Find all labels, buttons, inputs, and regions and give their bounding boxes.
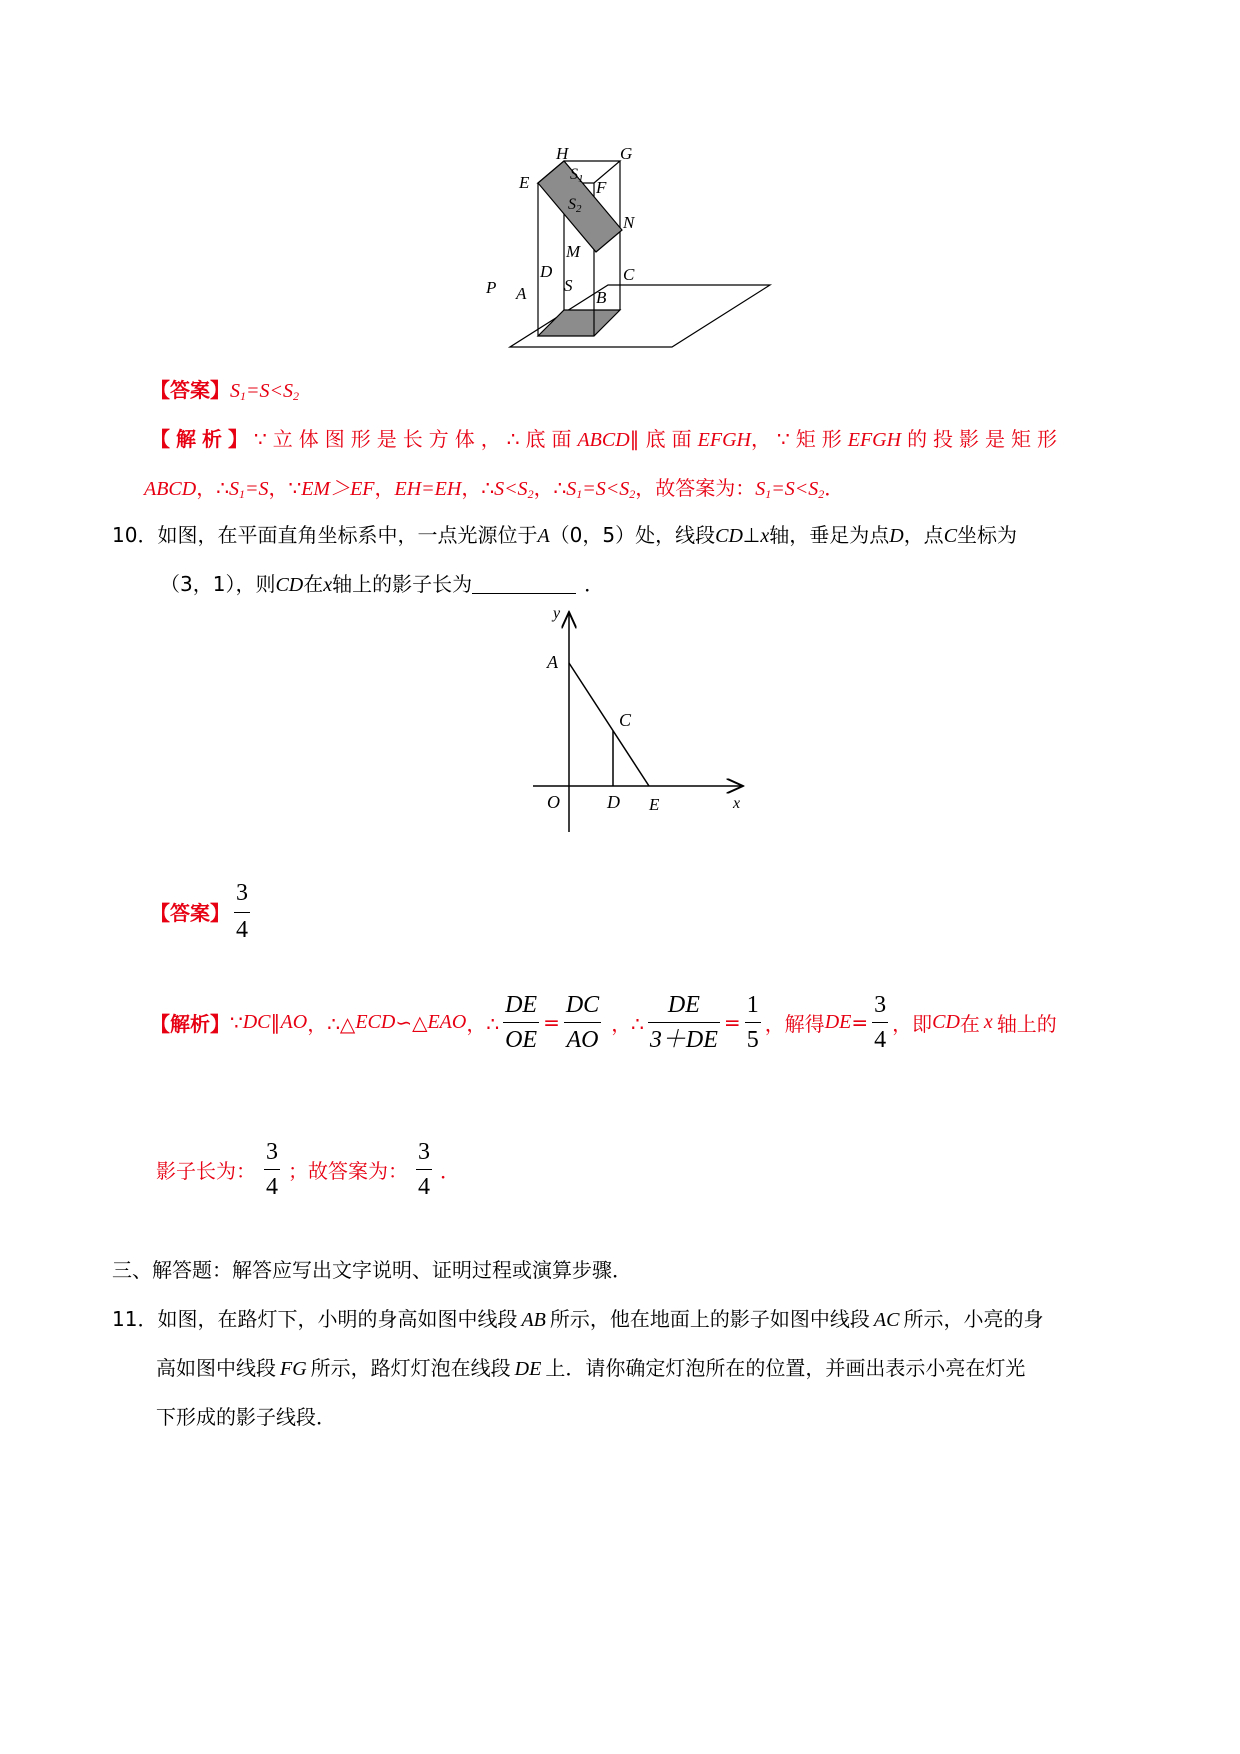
q10-line2: （3，1），则CD在x轴上的影子长为 ． xyxy=(160,572,605,596)
label-c: C xyxy=(623,265,635,284)
fraction-3-4: $\frac{3}{4}$ xyxy=(418,1139,430,1200)
q9-answer: 【答案】$S_1=S<S_2$ xyxy=(150,378,299,403)
question-number: 11． xyxy=(112,1307,158,1331)
q10-line1: 10．如图，在平面直角坐标系中，一点光源位于A（0，5）处，线段CD⊥x轴，垂足为点D，点C坐标为 xyxy=(112,523,1018,547)
section-heading: 三、解答题：解答应写出文字说明、证明过程或演算步骤． xyxy=(112,1258,632,1282)
label-a: A xyxy=(547,652,558,672)
answer-tag: 【答案】 xyxy=(150,901,230,925)
answer-tag: 【答案】 xyxy=(150,378,230,402)
fraction-3-4: $\frac{3}{4}$ xyxy=(874,992,887,1053)
label-n: N xyxy=(623,213,635,232)
label-a: A xyxy=(516,284,527,303)
label-s: S xyxy=(564,276,573,295)
q9-analysis-line2: ABCD，$\therefore S_1=S$，∵EM＞EF，EH=EH，$\therefore S<S_2$，$\therefore S_1=S<S_2$，故答案为：$S_1=S<S_2$． xyxy=(144,476,845,501)
q9-analysis-line1: 【解析】∵立体图形是长方体，∴底面ABCD∥底面EFGH，∵矩形EFGH 的投影是矩形 xyxy=(150,427,1064,451)
label-m: M xyxy=(566,242,581,261)
analysis-tag: 【解析】 xyxy=(150,427,254,451)
label-x: x xyxy=(733,795,741,812)
fraction-dc-ao: $\frac{DC}{AO}$ xyxy=(565,992,600,1053)
label-e: E xyxy=(649,795,660,814)
q10-answer xyxy=(150,878,254,945)
q11-line1: 11．如图，在路灯下，小明的身高如图中线段 AB 所示，他在地面上的影子如图中线段 AC 所示，小亮的身 xyxy=(112,1307,1044,1331)
q11-line3: 下形成的影子线段． xyxy=(156,1405,336,1429)
fraction-de-3de: $\frac{DE}{3+DE}$ xyxy=(649,992,718,1053)
label-c: C xyxy=(619,710,632,730)
label-o: O xyxy=(547,792,560,812)
label-h: H xyxy=(556,144,569,163)
question-number: 10． xyxy=(112,523,158,547)
label-d: D xyxy=(540,262,553,281)
fraction-de-oe: $\frac{DE}{OE}$ xyxy=(505,992,538,1053)
label-y: y xyxy=(553,605,561,622)
plane-p xyxy=(510,285,770,347)
label-b: B xyxy=(596,288,607,307)
cuboid-projection-figure xyxy=(486,144,770,355)
q10-analysis-line1: 【解析】∵DC∥AO，∴△ECD∽△EAO，∴ $\frac{DE}{OE}$ = $\frac{DC}{AO}$ ，∴ $\frac{DE}{3+DE}$ = $\frac{1}{5}$ ，解得DE= $\frac{3}{4}$ ，即CD在 x 轴上的 xyxy=(150,992,1057,1053)
label-d: D xyxy=(607,792,620,812)
analysis-tag: 【解析】 xyxy=(150,1012,230,1036)
answer-blank xyxy=(472,573,576,594)
fraction-1-5: $\frac{1}{5}$ xyxy=(746,992,759,1053)
q11-line2: 高如图中线段 FG 所示，路灯灯泡在线段 DE 上．请你确定灯泡所在的位置，并画出表示小亮在灯光 xyxy=(156,1356,1026,1380)
base-rect-abcd xyxy=(538,310,620,336)
label-g: G xyxy=(620,144,633,163)
coordinate-figure xyxy=(525,600,755,840)
label-p: P xyxy=(486,278,497,297)
line-ae xyxy=(569,663,649,786)
answer-fraction: $\frac{3}{4}$ xyxy=(236,880,248,943)
label-s1: S1 xyxy=(570,166,584,185)
fraction-3-4: $\frac{3}{4}$ xyxy=(266,1139,278,1200)
label-e: E xyxy=(519,173,530,192)
label-f: F xyxy=(596,178,607,197)
q10-analysis-line2: 影子长为： $\frac{3}{4}$ ；故答案为： $\frac{3}{4}$ ． xyxy=(156,1139,460,1200)
label-s2: S2 xyxy=(568,196,582,215)
